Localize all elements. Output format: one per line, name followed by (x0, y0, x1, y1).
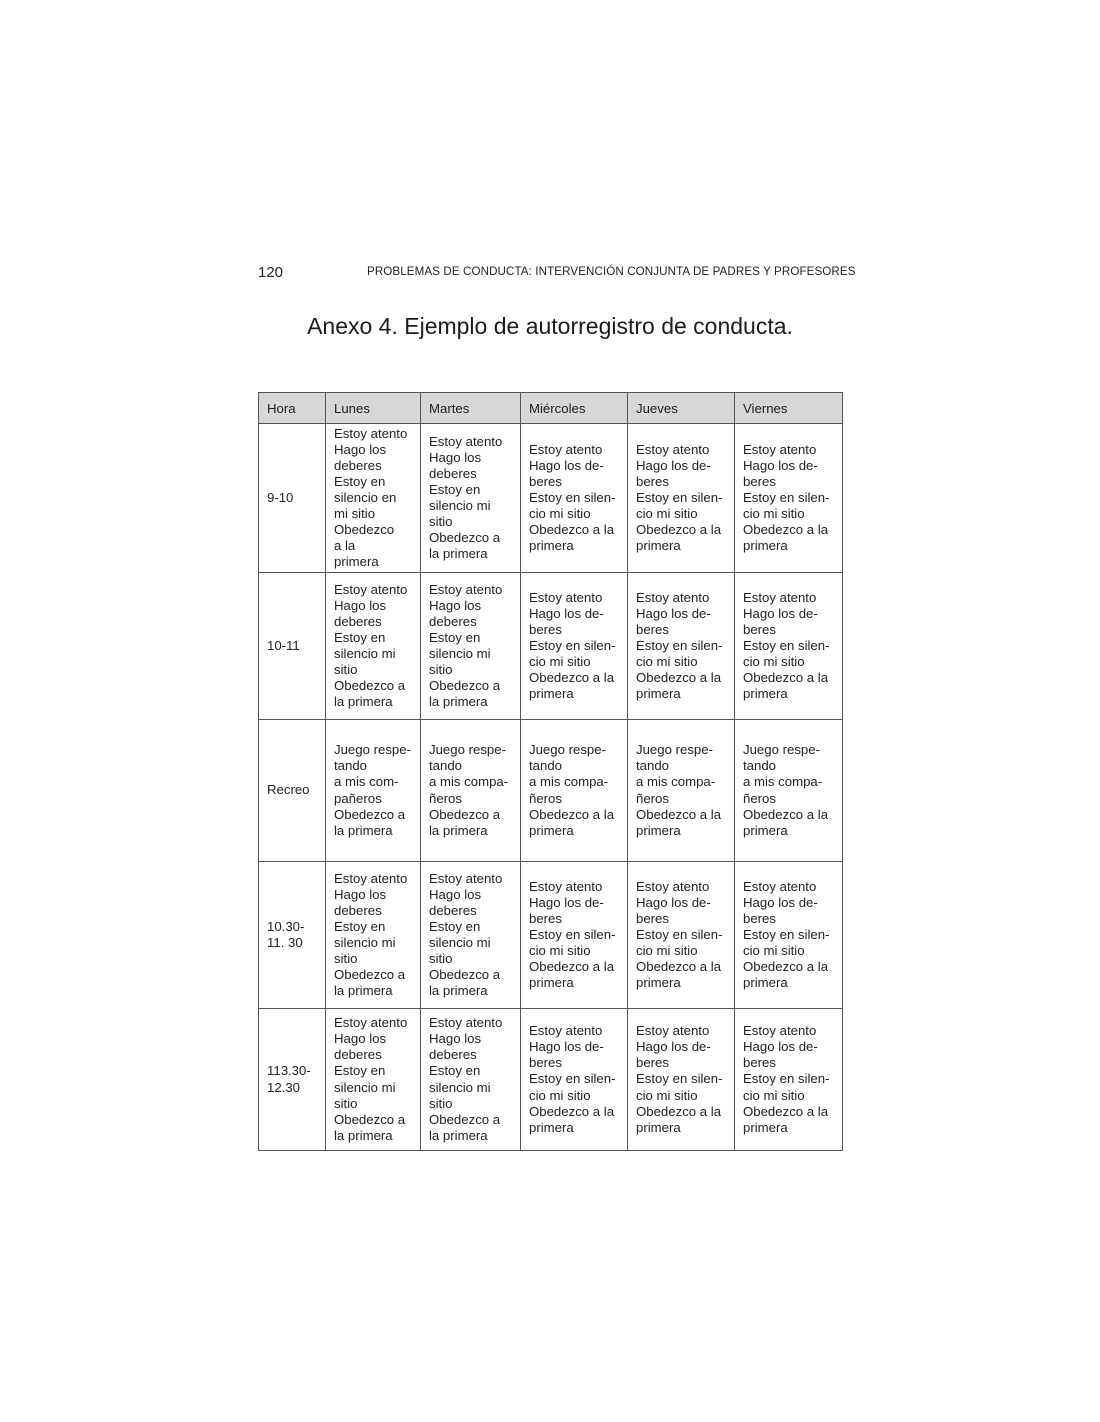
behavior-cell: Juego respe- tando a mis com- pañeros Obedezco a la primera (326, 720, 421, 862)
behavior-cell: Estoy atento Hago los deberes Estoy en silencio mi sitio Obedezco a la primera (326, 1009, 421, 1151)
behavior-cell: Estoy atento Hago los deberes Estoy en silencio mi sitio Obedezco a la primera (421, 424, 521, 573)
column-header-hora: Hora (259, 393, 326, 424)
column-header-miercoles: Miércoles (521, 393, 628, 424)
behavior-cell: Estoy atento Hago los de- beres Estoy en silen- cio mi sitio Obedezco a la primera (521, 862, 628, 1009)
table-row (259, 424, 843, 573)
behavior-cell: Estoy atento Hago los de- beres Estoy en silen- cio mi sitio Obedezco a la primera (628, 573, 735, 720)
behavior-cell: Estoy atento Hago los deberes Estoy en silencio mi sitio Obedezco a la primera (326, 862, 421, 1009)
hour-cell: Recreo (259, 720, 326, 862)
behavior-cell: Estoy atento Hago los de- beres Estoy en silen- cio mi sitio Obedezco a la primera (735, 573, 843, 720)
hour-cell: 9-10 (259, 424, 326, 573)
behavior-cell: Estoy atento Hago los de- beres Estoy en silen- cio mi sitio Obedezco a la primera (735, 862, 843, 1009)
self-record-table (258, 392, 843, 1151)
table-row (259, 1009, 843, 1151)
table-row (259, 573, 843, 720)
behavior-cell: Estoy atento Hago los deberes Estoy en silencio mi sitio Obedezco a la primera (421, 1009, 521, 1151)
behavior-cell: Juego respe- tando a mis compa- ñeros Obedezco a la primera (521, 720, 628, 862)
page-number: 120 (258, 264, 284, 281)
hour-cell: 113.30- 12.30 (259, 1009, 326, 1151)
behavior-cell: Juego respe- tando a mis compa- ñeros Obedezco a la primera (421, 720, 521, 862)
behavior-cell: Estoy atento Hago los de- beres Estoy en silen- cio mi sitio Obedezco a la primera (521, 573, 628, 720)
annex-title: Anexo 4. Ejemplo de autorregistro de conducta. (307, 313, 793, 339)
hour-cell: 10.30- 11. 30 (259, 862, 326, 1009)
behavior-cell: Estoy atento Hago los deberes Estoy en silencio mi sitio Obedezco a la primera (421, 573, 521, 720)
behavior-cell: Estoy atento Hago los deberes Estoy en silencio mi sitio Obedezco a la primera (326, 573, 421, 720)
hour-cell: 10-11 (259, 573, 326, 720)
behavior-cell: Estoy atento Hago los deberes Estoy en silencio mi sitio Obedezco a la primera (421, 862, 521, 1009)
column-header-jueves: Jueves (628, 393, 735, 424)
behavior-cell: Estoy atento Hago los de- beres Estoy en silen- cio mi sitio Obedezco a la primera (521, 1009, 628, 1151)
behavior-cell: Estoy atento Hago los de- beres Estoy en silen- cio mi sitio Obedezco a la primera (735, 1009, 843, 1151)
behavior-cell: Estoy atento Hago los de- beres Estoy en silen- cio mi sitio Obedezco a la primera (628, 1009, 735, 1151)
running-header: PROBLEMAS DE CONDUCTA: INTERVENCIÓN CONJUNTA DE PADRES Y PROFESORES (367, 265, 856, 278)
behavior-cell: Juego respe- tando a mis compa- ñeros Obedezco a la primera (735, 720, 843, 862)
column-header-lunes: Lunes (326, 393, 421, 424)
behavior-cell: Estoy atento Hago los de- beres Estoy en silen- cio mi sitio Obedezco a la primera (735, 424, 843, 573)
column-header-viernes: Viernes (735, 393, 843, 424)
behavior-cell: Estoy atento Hago los deberes Estoy en silencio en mi sitio Obedezco a la primera (326, 424, 421, 573)
behavior-cell: Estoy atento Hago los de- beres Estoy en silen- cio mi sitio Obedezco a la primera (628, 424, 735, 573)
behavior-cell: Estoy atento Hago los de- beres Estoy en silen- cio mi sitio Obedezco a la primera (628, 862, 735, 1009)
behavior-cell: Estoy atento Hago los de- beres Estoy en silen- cio mi sitio Obedezco a la primera (521, 424, 628, 573)
column-header-martes: Martes (421, 393, 521, 424)
behavior-cell: Juego respe- tando a mis compa- ñeros Obedezco a la primera (628, 720, 735, 862)
table-row (259, 862, 843, 1009)
table-row (259, 720, 843, 862)
table-header-row (259, 393, 843, 424)
